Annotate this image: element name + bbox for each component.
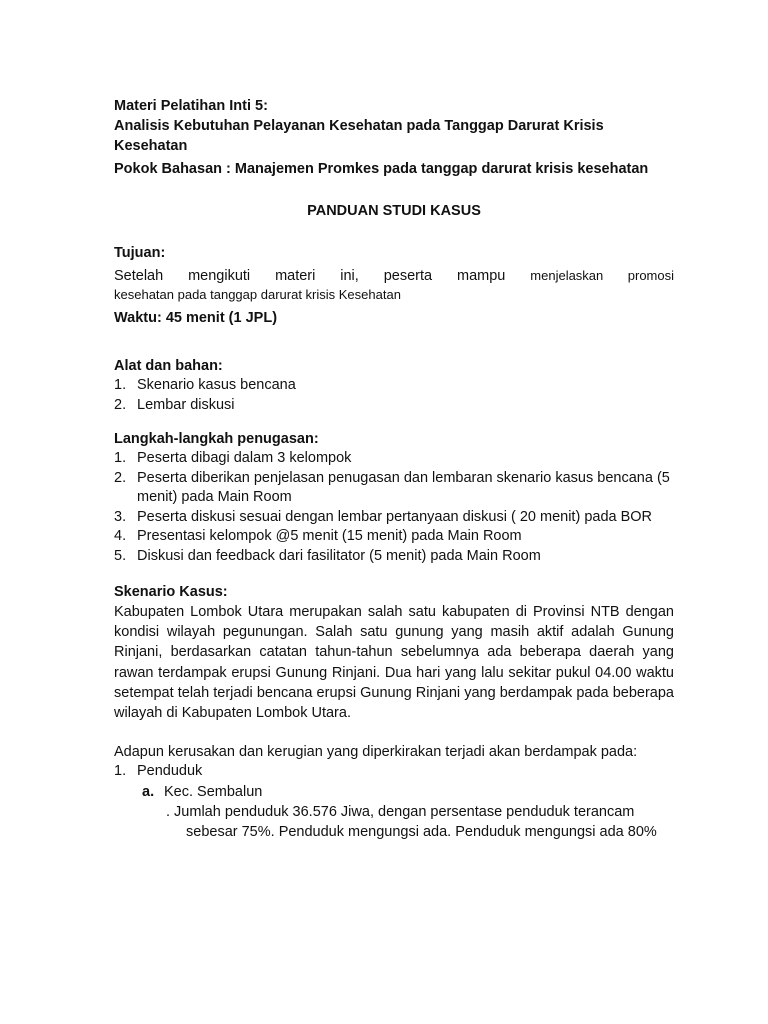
document-content: [114, 96, 674, 843]
tujuan-text-c: kesehatan pada tanggap darurat krisis Kesehatan: [114, 287, 401, 302]
sub-item-text: Kec. Sembalun: [164, 783, 263, 800]
document-header: [114, 96, 674, 179]
skenario-body: Kabupaten Lombok Utara merupakan salah satu kabupaten di Provinsi NTB dengan kondisi wilayah pegunungan. Salah satu gunung yang masih aktif adalah Gunung Rinjani, berdasarkan catatan tahun-tahun sebelumnya ada beberapa daerah yang rawan terdampak erupsi Gunung Rinjani. Dua hari yang lalu sekitar pukul 04.00 waktu setempat telah terjadi bencana erupsi Gunung Rinjani yang berdampak pada beberapa wilayah di Kabupaten Lombok Utara.: [114, 604, 674, 722]
detail-line-2: sebesar 75%. Penduduk mengungsi ada. Penduduk mengungsi ada 80%: [186, 824, 657, 841]
list-item: 5. Diskusi dan feedback dari fasilitator (5 menit) pada Main Room: [114, 547, 541, 564]
page-title: PANDUAN STUDI KASUS: [307, 203, 481, 219]
kerusakan-intro: Adapun kerusakan dan kerugian yang diperkirakan terjadi akan berdampak pada:: [114, 744, 638, 761]
list-item: 1. Skenario kasus bencana: [114, 377, 296, 393]
langkah-label: Langkah-langkah penugasan:: [114, 431, 319, 447]
list-item: 2. Lembar diskusi: [114, 396, 235, 413]
list-item: 2. Peserta diberikan penjelasan penugasan dan lembaran skenario kasus bencana (5 menit) pada Main Room: [114, 469, 670, 505]
sub-item-letter: a.: [142, 783, 155, 800]
detail-line-1: . Jumlah penduduk 36.576 Jiwa, dengan persentase penduduk terancam: [166, 803, 635, 820]
list-item: 3. Peserta diskusi sesuai dengan lembar pertanyaan diskusi ( 20 menit) pada BOR: [114, 508, 653, 525]
waktu-label: Waktu: 45 menit (1 JPL): [114, 310, 278, 326]
materi-title: Materi Pelatihan Inti 5:: [114, 98, 268, 114]
alat-label: Alat dan bahan:: [114, 358, 223, 374]
detail-text: [114, 802, 674, 843]
kerusakan-list: [114, 762, 674, 782]
tujuan-text: [114, 266, 674, 286]
list-item: 1. Penduduk: [114, 763, 203, 780]
list-item: 1. Peserta dibagi dalam 3 kelompok: [114, 450, 352, 466]
tujuan-text-b: menjelaskan promosi: [530, 268, 675, 283]
list-item: 4. Presentasi kelompok @5 menit (15 menit) pada Main Room: [114, 528, 522, 544]
materi-subtitle: Analisis Kebutuhan Pelayanan Kesehatan pada Tanggap Darurat Krisis Kesehatan: [114, 118, 604, 154]
pokok-bahasan: Pokok Bahasan : Manajemen Promkes pada tanggap darurat krisis kesehatan: [114, 161, 649, 177]
skenario-label: Skenario Kasus:: [114, 584, 228, 600]
alat-list: [114, 376, 674, 415]
tujuan-text-a: Setelah mengikuti materi ini, peserta mampu: [114, 268, 506, 284]
sub-item: [114, 782, 674, 802]
tujuan-label: Tujuan:: [114, 245, 166, 261]
langkah-list: [114, 449, 674, 566]
